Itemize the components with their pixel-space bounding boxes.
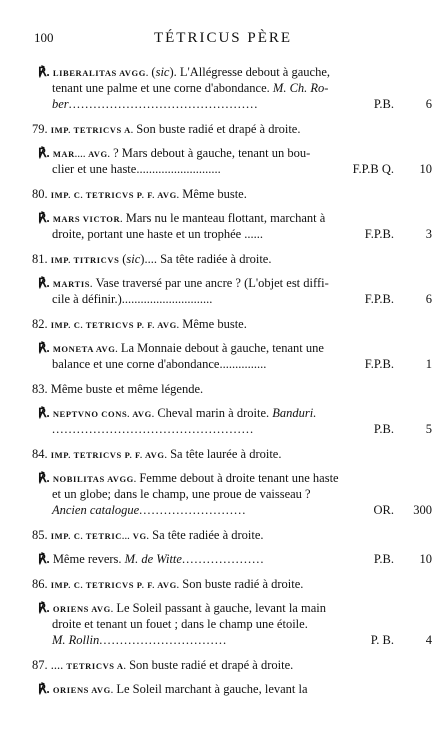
line-segment: IMP. TETRICVS A. [50, 125, 137, 135]
coin-price: 6 [425, 97, 432, 111]
coin-size-grade: OR. [373, 503, 394, 517]
line-segment: TETRICVS A. [66, 661, 130, 671]
line-segment: Son buste radié et drapé à droite. [129, 658, 294, 672]
line-segment: 81. [32, 252, 51, 266]
line-segment: M. de Witte [124, 552, 182, 566]
line-segment: .......................... [139, 503, 247, 517]
catalogue-line [32, 658, 293, 674]
line-segment: MARTIS. [52, 279, 96, 289]
coin-price: 5 [425, 422, 432, 436]
catalogue-line [52, 292, 212, 307]
line-segment: LIBERALITAS AVGG. [52, 68, 152, 78]
catalogue-line [52, 633, 227, 648]
line-segment: Le Soleil marchant à gauche, levant la [116, 682, 308, 696]
line-segment: Femme debout à droite tenant une haste [139, 471, 339, 485]
catalogue-line [38, 341, 324, 357]
line-segment: ℟. [38, 276, 53, 290]
line-segment: ℟. [38, 552, 53, 566]
line-segment: 80. [32, 187, 51, 201]
line-segment: balance et une corne d'abondance............... [52, 357, 267, 371]
catalogue-line [32, 577, 303, 593]
line-segment: Banduri. [272, 406, 317, 420]
line-segment: IMP. C. TETRICVS P. F. AVG. [50, 320, 183, 330]
catalogue-line [38, 601, 326, 617]
line-segment: ℟. [38, 211, 53, 225]
coin-price: 4 [425, 633, 432, 647]
line-segment: ORIENS AVG. [52, 604, 117, 614]
coin-price: 1 [425, 357, 432, 371]
line-segment: sic [126, 252, 141, 266]
catalogue-line [38, 471, 339, 487]
line-segment: 85. [32, 528, 51, 542]
catalogue-line [52, 617, 308, 632]
coin-price: 10 [419, 162, 432, 176]
line-segment: ℟. [38, 65, 53, 79]
line-segment: ℟. [38, 471, 53, 485]
catalogue-line [32, 122, 300, 138]
catalogue-line [52, 357, 266, 372]
line-segment: Même buste. [182, 317, 247, 331]
catalogue-line [32, 187, 247, 203]
line-segment: 84. [32, 447, 51, 461]
line-segment: ℟. [38, 406, 53, 420]
line-segment: La Monnaie debout à gauche, tenant une [120, 341, 324, 355]
line-segment: ? Mars debout à gauche, tenant un bou- [113, 146, 311, 160]
line-segment: ℟. [38, 341, 53, 355]
coin-price: 10 [419, 552, 432, 566]
catalogue-line [38, 65, 330, 81]
line-segment: .............................................. [68, 97, 259, 111]
line-segment: ).... Sa tête radiée à droite. [140, 252, 272, 266]
coin-size-grade: F.P.B Q. [352, 162, 394, 176]
line-segment: 79. [32, 122, 51, 136]
coin-price: 3 [425, 227, 432, 241]
page-header [0, 30, 446, 50]
line-segment: 87. .... [32, 658, 67, 672]
catalogue-line [38, 146, 310, 162]
line-segment: ............................... [99, 633, 228, 647]
catalogue-line [38, 552, 264, 567]
line-segment: 86. [32, 577, 51, 591]
line-segment: droite, portant une haste et un trophée ...... [52, 227, 264, 241]
coin-size-grade: P.B. [373, 97, 394, 111]
line-segment: ℟. [38, 682, 53, 696]
line-segment: sic [155, 65, 170, 79]
line-segment: MONETA AVG. [52, 344, 121, 354]
line-segment: 83. Même buste et même légende. [32, 382, 204, 396]
line-segment: Cheval marin à droite. [157, 406, 273, 420]
catalogue-line [52, 227, 263, 242]
coin-price: 300 [413, 503, 432, 517]
coin-size-grade: F.P.B. [364, 357, 394, 371]
catalogue-line [52, 503, 246, 518]
catalogue-line [32, 382, 203, 397]
line-segment: Le Soleil passant à gauche, levant la main [116, 601, 326, 615]
line-segment: MARS VICTOR. [52, 214, 126, 224]
coin-size-grade: F.P.B. [364, 292, 394, 306]
line-segment: Même revers. [52, 552, 125, 566]
coin-size-grade: F.P.B. [364, 227, 394, 241]
catalogue-line [38, 406, 316, 422]
catalogue-line [38, 276, 329, 292]
line-segment: ( [122, 252, 127, 266]
line-segment: M. Ch. Ro- [272, 81, 329, 95]
coin-size-grade: P. B. [370, 633, 394, 647]
line-segment: ( [151, 65, 156, 79]
catalogue-line [52, 81, 328, 96]
line-segment: Ancien catalogue [52, 503, 140, 517]
line-segment: droite et tenant un fouet ; dans le champ une étoile. [52, 617, 308, 631]
line-segment: MAR.... AVG. [52, 149, 114, 159]
line-segment: Mars nu le manteau flottant, marchant à [125, 211, 326, 225]
catalogue-line [32, 447, 281, 463]
line-segment: tenant une palme et une corne d'abondance. [52, 81, 273, 95]
line-segment: Son buste radié et drapé à droite. [136, 122, 301, 136]
line-segment: Même buste. [182, 187, 247, 201]
line-segment: IMP. TETRICVS P. F. AVG. [50, 450, 171, 460]
page-number: 100 [34, 30, 54, 45]
catalogue-line [52, 422, 254, 437]
catalogue-line [38, 682, 308, 698]
coin-price: 6 [425, 292, 432, 306]
line-segment: IMP. C. TETRICVS P. F. AVG. [50, 580, 183, 590]
line-segment: Son buste radié à droite. [182, 577, 304, 591]
catalogue-line [32, 252, 271, 268]
line-segment: .................... [181, 552, 265, 566]
catalogue-line [32, 528, 264, 544]
line-segment: ................................................. [52, 422, 255, 436]
line-segment: NEPTVNO CONS. AVG. [52, 409, 158, 419]
catalogue-line [32, 317, 247, 333]
coin-size-grade: P.B. [373, 552, 394, 566]
coin-size-grade: P.B. [373, 422, 394, 436]
line-segment: ber [52, 97, 69, 111]
catalogue-line [52, 487, 311, 502]
line-segment: Vase traversé par une ancre ? (L'objet est diffi- [95, 276, 329, 290]
line-segment: ℟. [38, 601, 53, 615]
line-segment: IMP. C. TETRICVS P. F. AVG. [50, 190, 183, 200]
page-title: TÉTRICUS PÈRE [153, 30, 293, 46]
line-segment: 82. [32, 317, 51, 331]
line-segment: ℟. [38, 146, 53, 160]
catalogue-line [52, 97, 258, 112]
line-segment: et un globe; dans le champ, une proue de vaisseau ? [52, 487, 311, 501]
line-segment: clier et une haste........................... [52, 162, 221, 176]
line-segment: NOBILITAS AVGG. [52, 474, 140, 484]
line-segment: M. Rollin [52, 633, 100, 647]
line-segment: Sa tête radiée à droite. [152, 528, 264, 542]
catalogue-line [52, 162, 221, 177]
line-segment: ). L'Allégresse debout à gauche, [169, 65, 330, 79]
line-segment: IMP. TITRICVS [50, 255, 123, 265]
catalogue-line [38, 211, 325, 227]
line-segment: ORIENS AVG. [52, 685, 117, 695]
line-segment: IMP. C. TETRIC... VG. [50, 531, 153, 541]
line-segment: cile à définir.)............................. [52, 292, 213, 306]
line-segment: Sa tête laurée à droite. [170, 447, 282, 461]
